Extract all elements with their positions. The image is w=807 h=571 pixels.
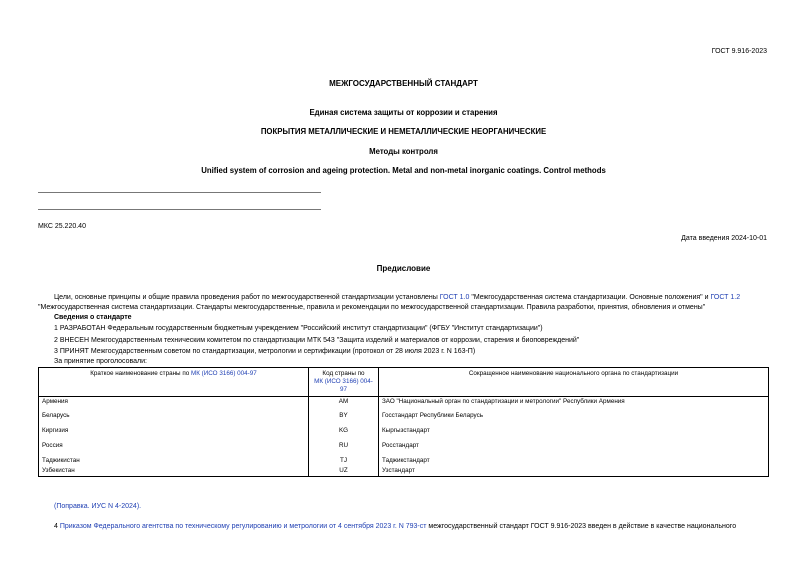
table-row (39, 441, 769, 456)
country-cell: Таджикистан (39, 456, 309, 466)
table-row (39, 397, 769, 412)
header-text: Код страны по (322, 370, 365, 377)
standard-system: Единая система защиты от коррозии и старения (309, 108, 498, 117)
header-text: Краткое наименование страны по (90, 370, 191, 377)
code-cell: AM (309, 397, 379, 412)
body-cell: Таджикстандарт (379, 456, 769, 466)
table-row (39, 411, 769, 426)
code-cell: UZ (309, 466, 379, 477)
mk-iso-link[interactable]: МК (ИСО 3166) 004-97 (190, 370, 257, 377)
item-4 (54, 523, 736, 530)
table-row (39, 456, 769, 466)
body-cell: Кыргызстандарт (379, 426, 769, 441)
foreword-text: "Межгосударственная система стандартизации. Основные положения" и (469, 294, 711, 301)
standard-methods: Методы контроля (369, 147, 438, 156)
separator-line (38, 209, 321, 210)
country-cell: Беларусь (39, 411, 309, 426)
standard-kind: МЕЖГОСУДАРСТВЕННЫЙ СТАНДАРТ (329, 79, 478, 88)
item-1: 1 РАЗРАБОТАН Федеральным государственным бюджетным учреждением "Российский институт стандартизации" (ФГБУ "Институт стандартизации") (54, 325, 543, 332)
foreword-paragraph-1-cont: "Межгосударственная система стандартизации. Стандарты межгосударственные, правила и рекомендации по межгосударственной стандартизации. Правила разработки, принятия, обновления и отмены" (38, 304, 706, 311)
table-row (39, 466, 769, 477)
standard-info-heading: Сведения о стандарте (54, 314, 132, 321)
item-2: 2 ВНЕСЕН Межгосударственным техническим комитетом по стандартизации МТК 543 "Защита изделий и материалов от коррозии, старения и биоповреждений" (54, 337, 580, 344)
voted-label: За принятие проголосовали: (54, 358, 147, 365)
table-row (39, 426, 769, 441)
amendment-note (54, 503, 141, 510)
amendment-link[interactable]: (Поправка. ИУС N 4-2024). (54, 503, 142, 510)
body-cell: Госстандарт Республики Беларусь (379, 411, 769, 426)
country-cell: Узбекистан (39, 466, 309, 477)
code-cell: TJ (309, 456, 379, 466)
country-cell: Киргизия (39, 426, 309, 441)
english-title: Unified system of corrosion and ageing protection. Metal and non-metal inorganic coatings. Control methods (201, 166, 606, 175)
column-header-body: Сокращенное наименование национального органа по стандартизации (379, 368, 769, 397)
foreword-paragraph-1 (54, 294, 740, 301)
gost-1-0-link[interactable]: ГОСТ 1.0 (439, 294, 470, 301)
order-link[interactable]: Приказом Федерального агентства по техническому регулированию и метрологии от 4 сентября 2023 г. N 793-ст (59, 523, 427, 530)
body-cell: ЗАО "Национальный орган по стандартизации и метрологии" Республики Армения (379, 397, 769, 412)
table-header-row (39, 368, 769, 397)
code-cell: BY (309, 411, 379, 426)
code-cell: KG (309, 426, 379, 441)
gost-1-2-link[interactable]: ГОСТ 1.2 (710, 294, 741, 301)
item-4-number: 4 (54, 523, 60, 530)
item-3: 3 ПРИНЯТ Межгосударственным советом по стандартизации, метрологии и сертификации (протокол от 28 июля 2023 г. N 163-П) (54, 348, 476, 355)
foreword-heading: Предисловие (376, 264, 431, 273)
gost-number: ГОСТ 9.916-2023 (711, 48, 767, 55)
item-4-text: межгосударственный стандарт ГОСТ 9.916-2023 введен в действие в качестве национального (426, 523, 737, 530)
mks-code: МКС 25.220.40 (38, 223, 86, 230)
standard-subject: ПОКРЫТИЯ МЕТАЛЛИЧЕСКИЕ И НЕМЕТАЛЛИЧЕСКИЕ НЕОРГАНИЧЕСКИЕ (260, 127, 547, 136)
foreword-text: Цели, основные принципы и общие правила проведения работ по межгосударственной стандартизации установлены (54, 294, 440, 301)
mk-iso-link[interactable]: МК (ИСО 3166) 004-97 (314, 378, 373, 393)
column-header-code (309, 368, 379, 397)
country-cell: Россия (39, 441, 309, 456)
column-header-country (39, 368, 309, 397)
separator-line (38, 192, 321, 193)
code-cell: RU (309, 441, 379, 456)
body-cell: Узстандарт (379, 466, 769, 477)
body-cell: Росстандарт (379, 441, 769, 456)
intro-date: Дата введения 2024-10-01 (681, 235, 767, 242)
voting-table (38, 367, 769, 477)
country-cell: Армения (39, 397, 309, 412)
